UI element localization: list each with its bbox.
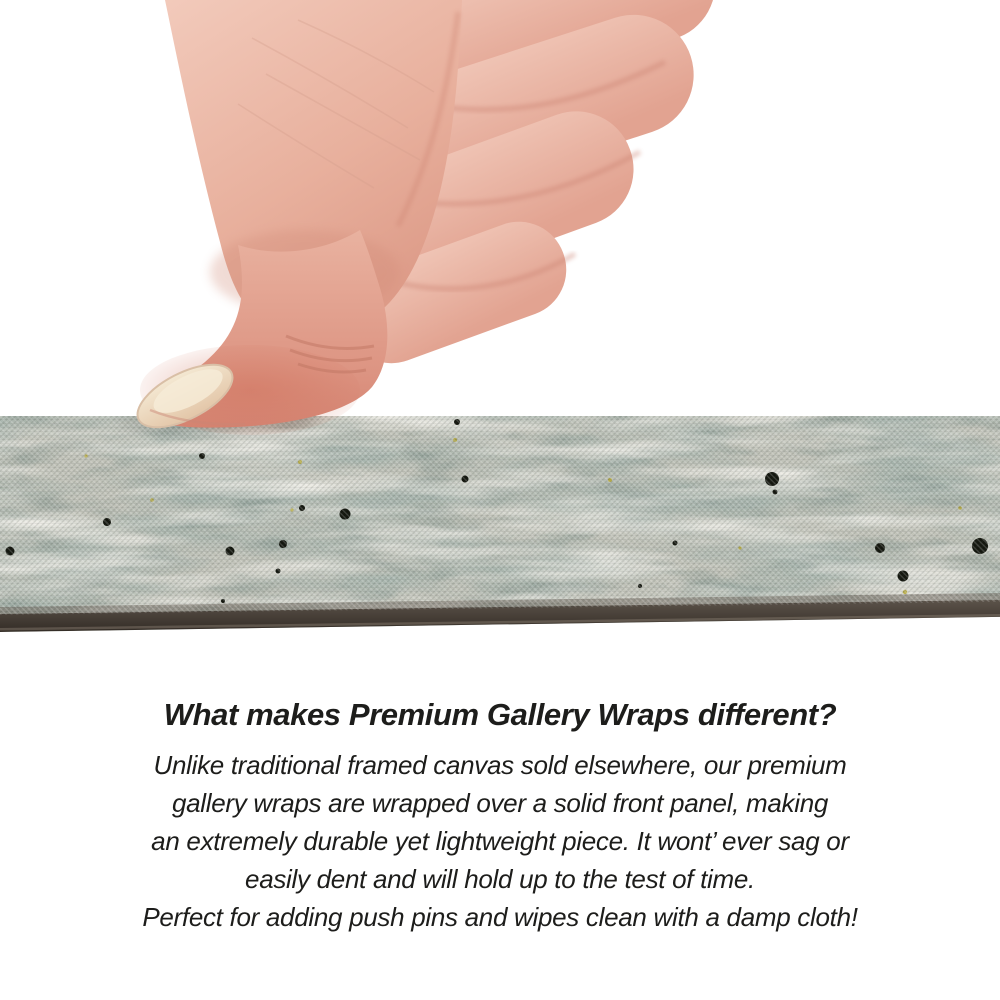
info-line-5: Perfect for adding push pins and wipes clean with a damp cloth! [142,902,858,932]
info-line-3: an extremely durable yet lightweight piece. It wont’ ever sag or [151,826,849,856]
marketing-copy [0,694,1000,936]
info-heading: What makes Premium Gallery Wraps different? [163,697,837,732]
hand-photo [0,0,1000,450]
info-line-2: gallery wraps are wrapped over a solid front panel, making [171,788,829,818]
info-line-1: Unlike traditional framed canvas sold elsewhere, our premium [153,750,847,780]
info-line-4: easily dent and will hold up to the test of time. [245,864,755,894]
